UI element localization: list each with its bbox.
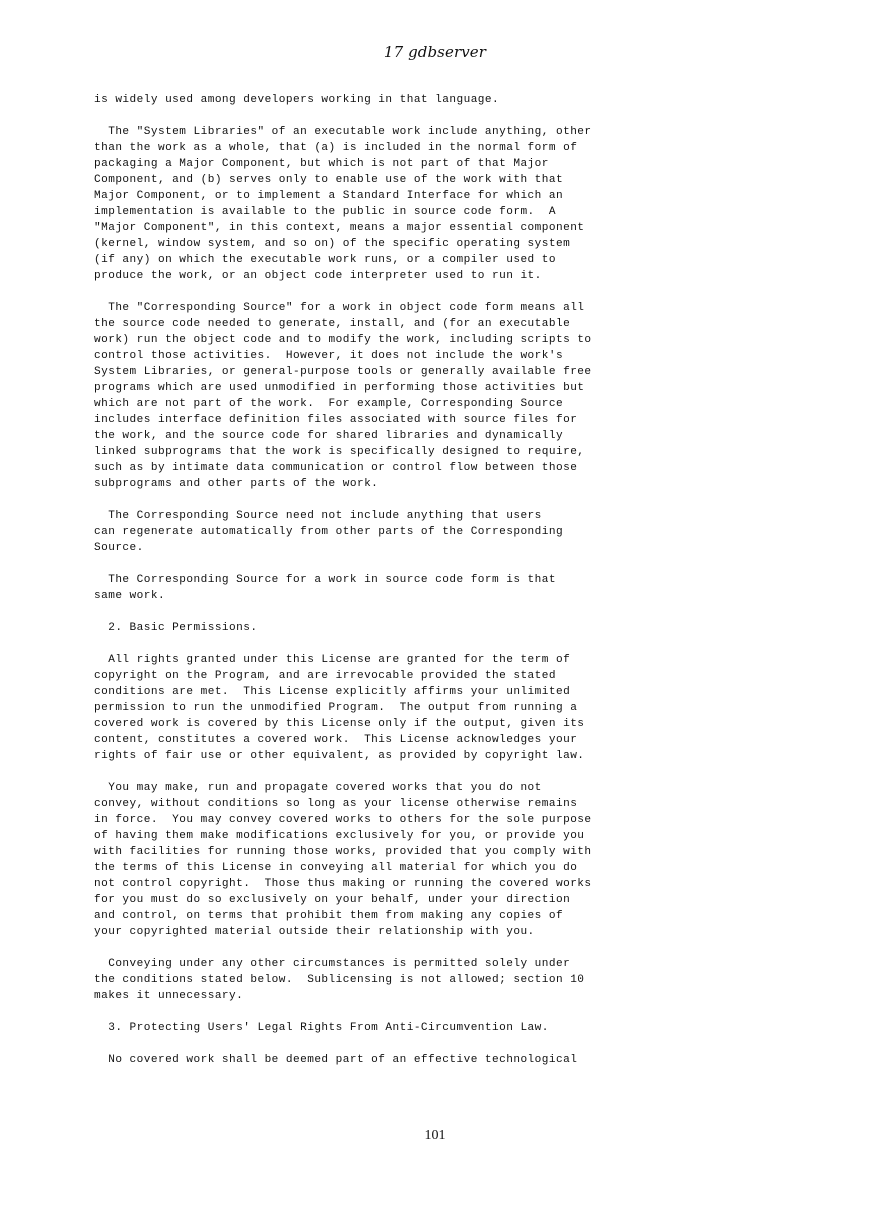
running-header: 17 gdbserver (383, 43, 487, 61)
page-number: 101 (424, 1128, 446, 1143)
license-body-text: is widely used among developers working in that language. The "System Libraries" of an executable work include anything, other than the work as a whole, that (a) is included in the normal form of packaging a Major Component, but which is not part of that Major Component, and (b) serves only to enable use of the work with that Major Component, or to implement a Standard Interface for which an implementation is available to the public in source code form. A "Major Component", in this context, means a major essential component (kernel, window system, and so on) of the specific operating system (if any) on which the executable work runs, or a compiler used to produce the work, or an object code interpreter used to run it. The "Corresponding Source" for a work in object code form means all the source code needed to generate, install, and (for an executable work) run the object code and to modify the work, including scripts to control those activities. However, it does not include the work's System Libraries, or general-purpose tools or generally available free programs which are used unmodified in performing those activities but which are not part of the work. For example, Corresponding Source includes interface definition files associated with source files for the work, and the source code for shared libraries and dynamically linked subprograms that the work is specifically designed to require, such as by intimate data communication or control flow between those subprograms and other parts of the work. The Corresponding Source need not include anything that users can regenerate automatically from other parts of the Corresponding Source. The Corresponding Source for a work in source code form is that same work. 2. Basic Permissions. All rights granted under this License are granted for the term of copyright on the Program, and are irrevocable provided the stated conditions are met. This License explicitly affirms your unlimited permission to run the unmodified Program. The output from running a covered work is covered by this License only if the output, given its content, constitutes a covered work. This License acknowledges your rights of fair use or other equivalent, as provided by copyright law. You may make, run and propagate covered works that you do not convey, without conditions so long as your license otherwise remains in force. You may convey covered works to others for the sole purpose of having them make modifications exclusively for you, or provide you with facilities for running those works, provided that you comply with the terms of this License in conveying all material for which you do not control copyright. Those thus making or running the covered works for you must do so exclusively on your behalf, under your direction and control, on terms that prohibit them from making any copies of your copyrighted material outside their relationship with you. Conveying under any other circumstances is permitted solely under the conditions stated below. Sublicensing is not allowed; section 10 makes it unnecessary. 3. Protecting Users' Legal Rights From Anti-Circumvention Law. No covered work shall be deemed part of an effective technological (94, 94, 592, 1066)
